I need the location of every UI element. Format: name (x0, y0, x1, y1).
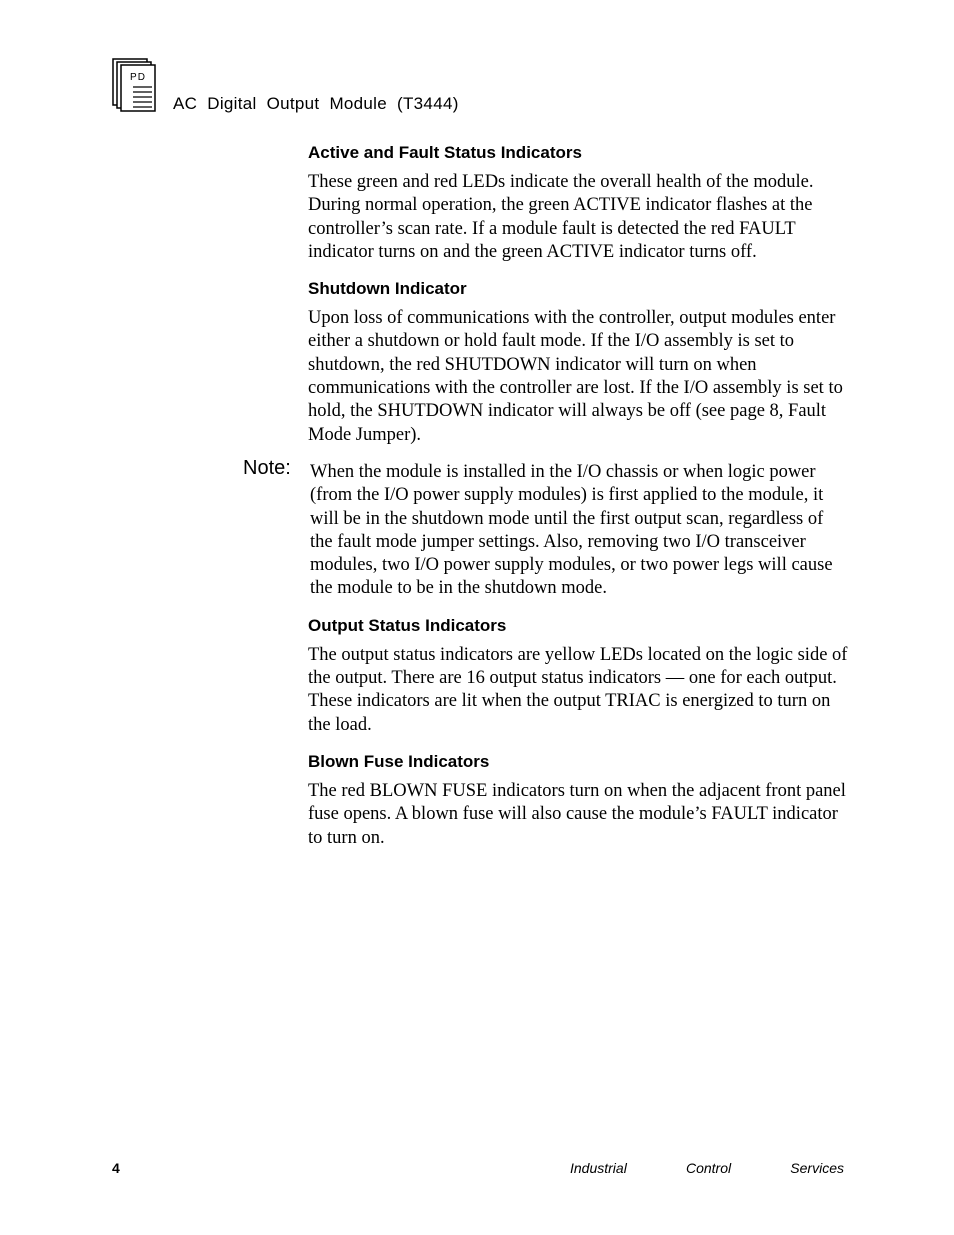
main-content (243, 142, 848, 864)
section-heading: Shutdown Indicator (308, 279, 467, 299)
page-number: 4 (112, 1160, 120, 1176)
section-active-fault (308, 142, 848, 264)
footer-company-word: Industrial (570, 1160, 627, 1176)
section-heading: Blown Fuse Indicators (308, 751, 490, 771)
footer-company-word: Control (685, 1160, 732, 1176)
document-stack-logo-icon (112, 58, 156, 112)
section-shutdown (308, 278, 848, 447)
page-header-title: AC Digital Output Module (T3444) (173, 94, 459, 113)
footer-company-word: Services (790, 1160, 844, 1176)
section-heading: Output Status Indicators (308, 615, 507, 635)
note-label: Note: (243, 456, 291, 479)
section-body: These green and red LEDs indicate the overall health of the module. During normal operation, the green ACTIVE indicator flashes at the controller’s scan rate. If a module fault is detected the red FAULT indicator turns on and the green ACTIVE indicator turns off. (308, 172, 814, 262)
note-body: When the module is installed in the I/O chassis or when logic power (from the I/O power supply modules) is first applied to the module, it will be in the shutdown mode until the first output scan, regardless of the fault mode jumper settings. Also, removing two I/O transceiver modules, two I/O power supply modules, or two power legs will cause the module to be in the shutdown mode. (310, 461, 833, 599)
section-blown-fuse (308, 751, 848, 850)
section-body: Upon loss of communications with the controller, output modules enter either a shutdown or hold fault mode. If the I/O assembly is set to shutdown, the red SHUTDOWN indicator will turn on when communications with the controller are lost. If the I/O assembly is set to hold, the SHUTDOWN indicator will always be off (see page 8, Fault Mode Jumper). (308, 308, 843, 445)
section-body: The red BLOWN FUSE indicators turn on when the adjacent front panel fuse opens. A blown fuse will also cause the module’s FAULT indicator to turn on. (308, 780, 846, 848)
section-output-status (308, 615, 848, 737)
note-block (243, 456, 848, 601)
logo-text: PD (130, 72, 146, 83)
section-body: The output status indicators are yellow LEDs located on the logic side of the output. There are 16 output status indicators — one for each output. These indicators are lit when the output TRIAC is energized to turn on the load. (308, 644, 848, 735)
section-heading: Active and Fault Status Indicators (308, 143, 582, 162)
footer-company (570, 1160, 844, 1176)
